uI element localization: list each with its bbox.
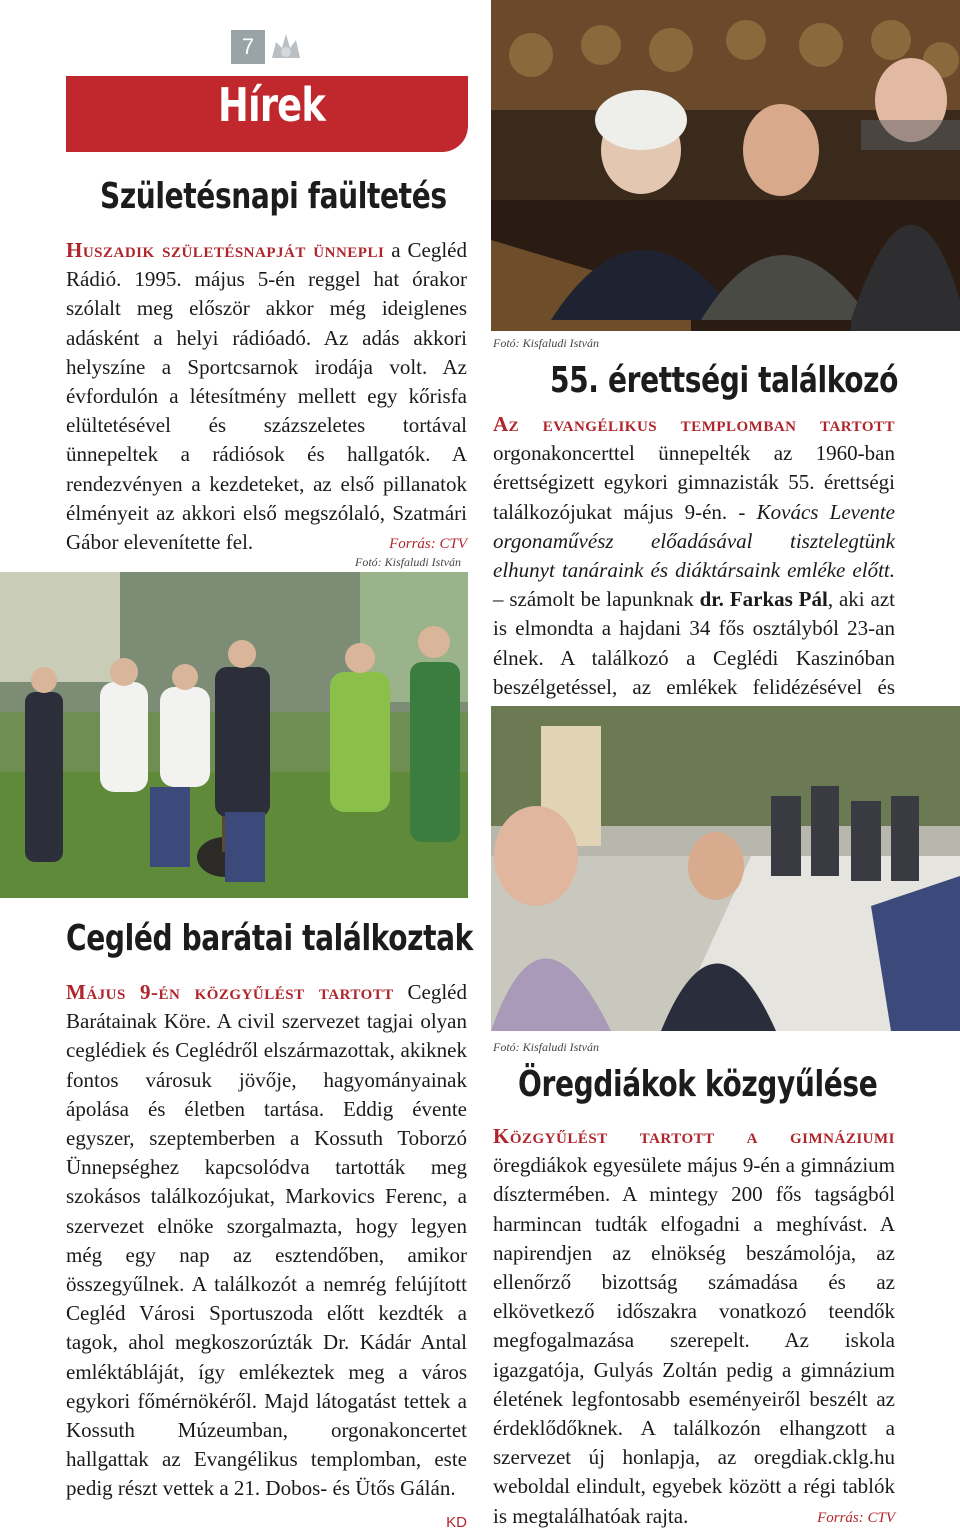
article-body	[66, 236, 467, 559]
article-source: Forrás: CTV	[389, 536, 467, 553]
photo-credit: Fotó: Kisfaludi István	[493, 1040, 599, 1054]
article-lead: Közgyűlést tartott a gimnáziumi	[493, 1124, 895, 1148]
tree-planting-photo	[0, 572, 468, 898]
article-text: a Cegléd Rádió. 1995. május 5-én reggel hat órakor szólalt meg először akkor még ideiglenes adásként a helyi rádióadó. Az adás akkori helyszíne a Sportcsarnok irodája volt. Az évfordulón a létesítmény mellett egy kőrisfa elültetésével és százszeletes tortával ünnepeltek a rádiósok és hallgatók. A rendezvényen a kezdeteket, az első pillanatok élményeit az akkori első megszólaló, Szatmári Gábor elevenítette fel.	[66, 238, 467, 555]
article-text: Cegléd Barátainak Köre. A civil szervezet tagjai olyan ceglédiek és Ceglédről elszármazottak, akiknek fontos városuk jövője, hagyományainak ápolása és életben tartása. Eddig évente egyszer, szeptemberben a Kossuth Toborzó Ünnepséghez kapcsolódva tartották meg szokásos találkozójukat, Markovics Ferenc, a szervezet elnöke szorgalmazta, hogy legyen még egy nap az esztendőben, amikor összegyűlnek. A találkozót a nemrég felújított Cegléd Városi Sportuszoda előtt kezdték a tagok, ahol megkoszorúzták Dr. Kádár Antal emléktábláját, így emlékeztek meg a város egykori főmérnökéről. Majd látogatást tettek a Kossuth Múzeumban, orgonakoncertet hallgattak az Evangélikus templomban, este pedig részt vettek a 21. Dobos- és Ütős Gálán.	[66, 980, 467, 1501]
article-body	[493, 1122, 895, 1533]
section-banner	[66, 76, 468, 152]
article-quote: Kovács Levente orgonaművész előadásával tisztelegtünk elhunyt tanáraink és diáktársaink emléke előtt.	[493, 499, 895, 583]
photo-credit: Fotó: Kisfaludi István	[355, 555, 461, 569]
article-lead: Május 9-én közgyűlést tartott	[66, 980, 394, 1004]
article-body: Az evangélikus templomban tartott orgonakoncerttel ünnepelték az 1960-ban érettségizett egykori gimnazisták 55. érettségi találkozójukat május 9-én. - Kovács Levente orgonaművész előadásával tisztelegtünk elhunyt tanáraink és diáktársaink emléke előtt. – számolt be lapunknak dr. Farkas Pál, aki azt is elmondta a hajdani 34 fős osztályból 23-an élnek. A találkozó a Ceglédi Kaszinóban beszélgetéssel, az emlékek felidézésével és	[493, 412, 895, 699]
article-title: Születésnapi faültetés	[100, 176, 447, 217]
article-lead: Az evangélikus templomban tartott	[493, 412, 895, 436]
person-name: Farkas Pál	[729, 587, 828, 612]
page-number: 7	[231, 30, 265, 64]
article-title: Öregdiákok közgyűlése	[518, 1064, 878, 1105]
city-crest-icon	[266, 28, 306, 68]
photo-credit: Fotó: Kisfaludi István	[493, 336, 599, 350]
person-title: dr.	[699, 587, 724, 612]
article-text: orgonakoncerttel ünnepelték az 1960-ban érettségizett egykori gimnazisták 55. érettségi találkozójukat május 9-én. -	[493, 441, 895, 524]
article-title: 55. érettségi találkozó	[550, 360, 899, 401]
article-text: öregdiákok egyesülete május 9-én a gimnázium dísztermében. A mintegy 200 fős tagságból harmincan tudták elfogadni a meghívást. A napirendjen az elnökség beszámolója, az ellenőrző bizottság számadása és az elkövetkező időszakra vonatkozó teendők megfogalmazása szerepelt. Az iskola igazgatója, Gulyás Zoltán pedig a gimnázium életének legfontosabb eseményeiről beszélt az érdeklődőknek. A találkozón elhangzott a szervezet új honlapja, az oregdiak.cklg.hu weboldal elindult, egyebek között a régi tablók is megtalálhatóak rajta.	[493, 1153, 895, 1528]
section-title: Hírek	[218, 78, 325, 132]
author-signature: KD	[446, 1513, 467, 1531]
article-body	[66, 978, 467, 1537]
article-source: Forrás: CTV	[817, 1509, 895, 1526]
church-audience-photo	[491, 0, 960, 331]
alumni-group-photo	[491, 706, 960, 1031]
article-title: Cegléd barátai találkoztak	[66, 918, 473, 959]
article-lead: Huszadik születésnapját ünnepli	[66, 238, 385, 262]
